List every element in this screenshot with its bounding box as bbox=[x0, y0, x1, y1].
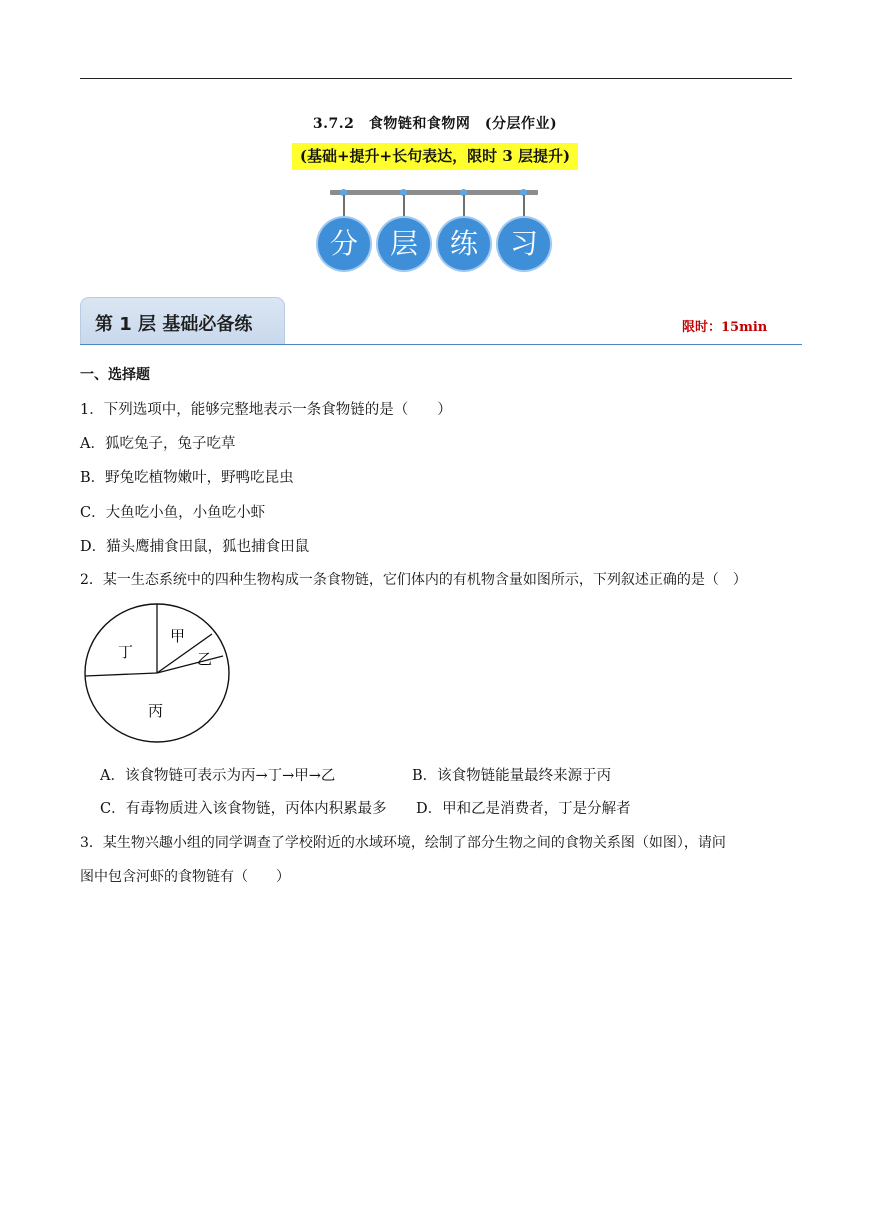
pie-label-yi: 乙 bbox=[197, 650, 213, 668]
subtitle-wrap bbox=[0, 143, 870, 170]
banner-bar bbox=[330, 190, 538, 195]
question-1-option-a: A．狐吃兔子，兔子吃草 bbox=[80, 436, 236, 452]
level-tab: 第 1 层 基础必备练 bbox=[80, 297, 285, 344]
badge-lian: 练 bbox=[438, 218, 490, 270]
layered-practice-banner bbox=[318, 186, 550, 274]
organic-matter-pie-chart bbox=[82, 602, 234, 744]
question-1-option-b: B．野兔吃植物嫩叶，野鸭吃昆虫 bbox=[80, 470, 294, 486]
question-2-stem: 2．某一生态系统中的四种生物构成一条食物链，它们体内的有机物含量如图所示，下列叙述正确的是（ ） bbox=[80, 572, 747, 588]
page-title: 3.7.2 食物链和食物网 (分层作业) bbox=[312, 116, 558, 132]
section-title: 一、选择题 bbox=[80, 367, 150, 383]
question-1-option-c: C．大鱼吃小鱼，小鱼吃小虾 bbox=[80, 505, 266, 521]
question-3-stem-line-1: 3．某生物兴趣小组的同学调查了学校附近的水域环境，绘制了部分生物之间的食物关系图（如图），请问 bbox=[80, 835, 726, 851]
question-3-stem-line-2: 图中包含河虾的食物链有（ ） bbox=[80, 869, 290, 885]
question-2-option-a: A．该食物链可表示为丙→丁→甲→乙 bbox=[100, 768, 336, 784]
badge-fen: 分 bbox=[318, 218, 370, 270]
pie-label-ding: 丁 bbox=[118, 643, 134, 661]
pie-label-bing: 丙 bbox=[148, 702, 164, 720]
question-2-option-c: C．有毒物质进入该食物链，丙体内积累最多 bbox=[100, 801, 387, 817]
question-1-option-d: D．猫头鹰捕食田鼠，狐也捕食田鼠 bbox=[80, 539, 310, 555]
top-rule bbox=[80, 78, 792, 79]
banner-stem bbox=[523, 195, 525, 217]
banner-stem bbox=[463, 195, 465, 217]
pie-label-jia: 甲 bbox=[170, 627, 186, 645]
banner-stem bbox=[343, 195, 345, 217]
subtitle-highlight: (基础+提升+长句表达，限时 3 层提升) bbox=[292, 143, 578, 170]
question-2-option-d: D．甲和乙是消费者，丁是分解者 bbox=[416, 801, 631, 817]
time-limit: 限时：15min bbox=[682, 320, 768, 335]
banner-stem bbox=[403, 195, 405, 217]
badge-ceng: 层 bbox=[378, 218, 430, 270]
question-2-option-b: B．该食物链能量最终来源于丙 bbox=[412, 768, 612, 784]
level-rule bbox=[80, 344, 802, 345]
question-1-stem: 1．下列选项中，能够完整地表示一条食物链的是（ ） bbox=[80, 402, 452, 418]
badge-xi: 习 bbox=[498, 218, 550, 270]
